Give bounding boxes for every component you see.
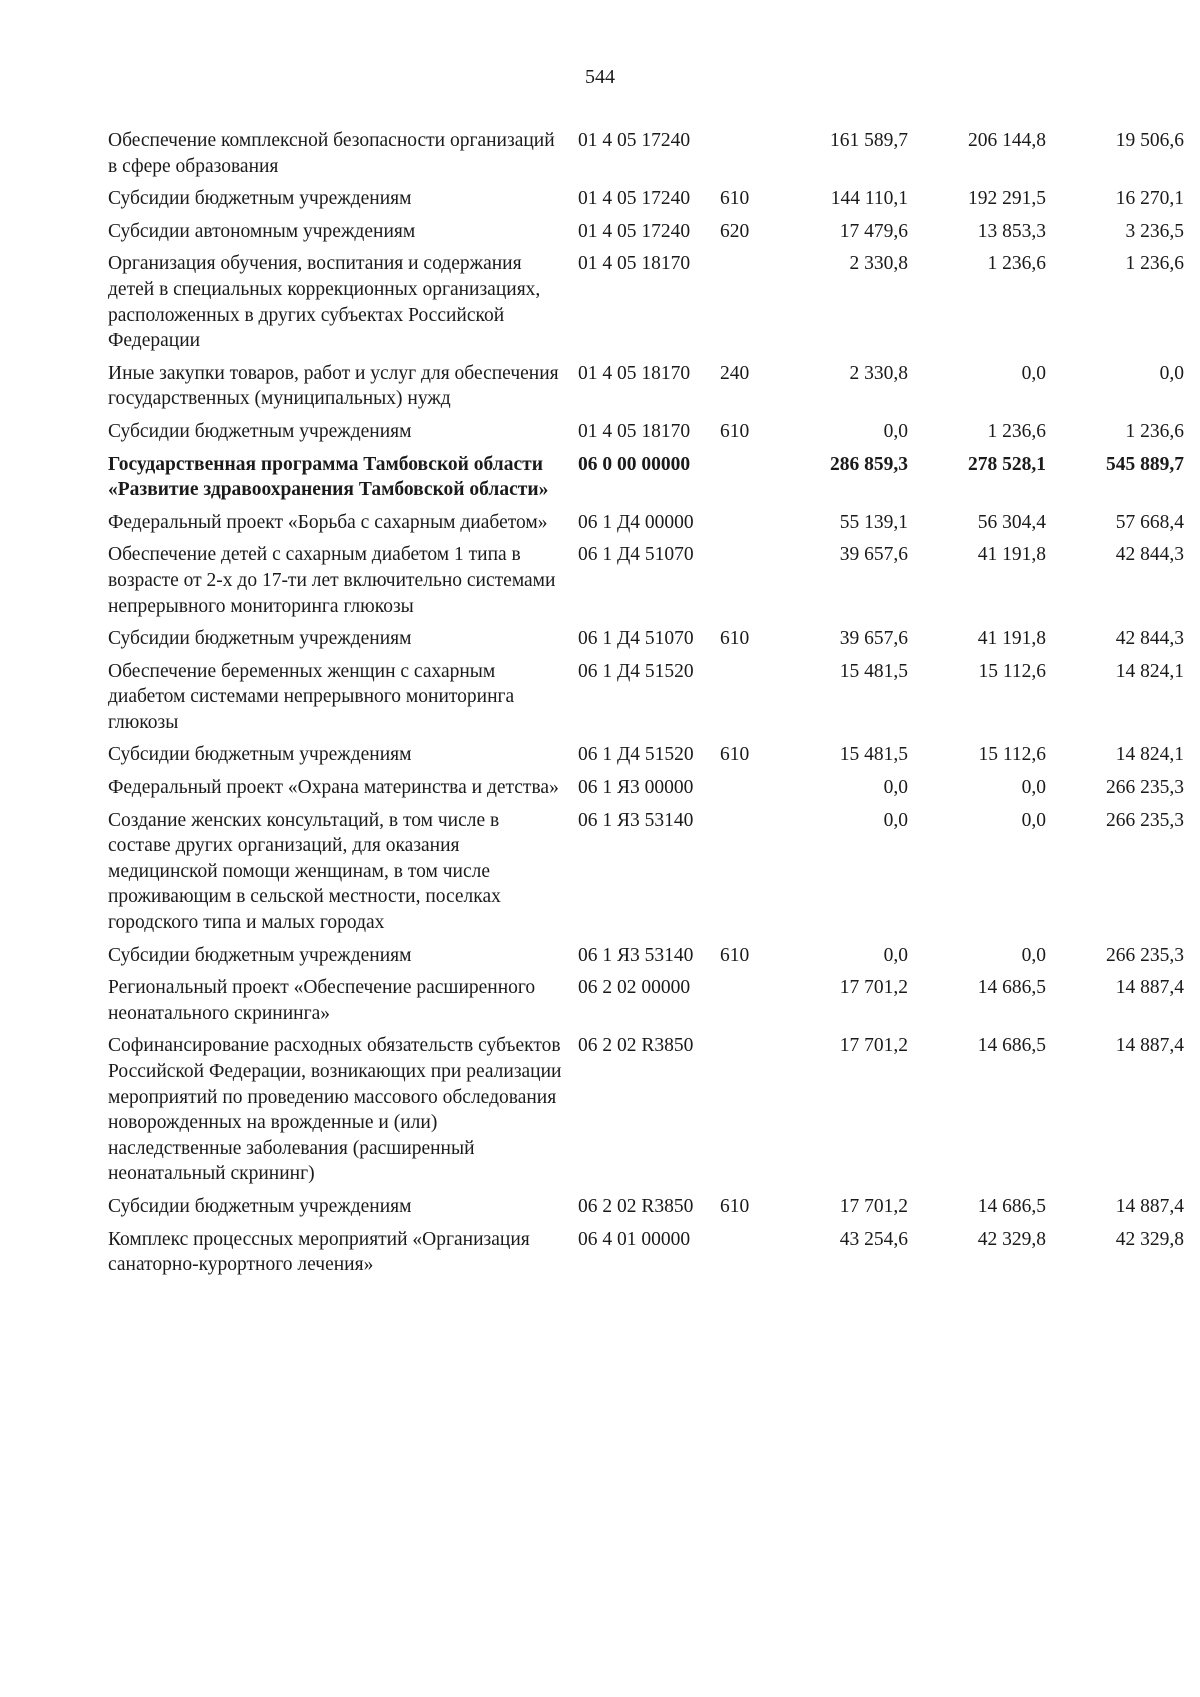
row-value-1: 17 701,2 <box>839 1195 908 1217</box>
row-value-2: 14 686,5 <box>977 1195 1046 1217</box>
row-value-1: 17 701,2 <box>839 1035 908 1057</box>
row-name: Субсидии бюджетным учреждениям <box>108 744 412 766</box>
row-name: Субсидии бюджетным учреждениям <box>108 420 412 442</box>
table-row <box>108 542 1184 619</box>
row-name: Комплекс процессных мероприятий «Организация санаторно-курортного лечения» <box>108 1228 530 1276</box>
row-value-1: 17 701,2 <box>839 977 908 999</box>
row-value-3: 266 235,3 <box>1106 809 1184 831</box>
row-code: 06 1 Д4 51070 <box>578 544 694 566</box>
table-row <box>108 808 1184 936</box>
row-value-2: 0,0 <box>1021 362 1046 384</box>
row-expense-type: 610 <box>720 188 750 210</box>
row-value-3: 266 235,3 <box>1106 777 1184 799</box>
row-value-3: 14 824,1 <box>1115 660 1184 682</box>
row-code: 06 0 00 00000 <box>578 453 691 475</box>
row-value-2: 15 112,6 <box>978 660 1046 682</box>
row-value-3: 42 844,3 <box>1115 544 1184 566</box>
row-value-1: 286 859,3 <box>830 453 908 475</box>
row-name: Обеспечение детей с сахарным диабетом 1 типа в возрасте от 2-х до 17-ти лет включительно системами непрерывного мониторинга глюкозы <box>108 544 556 617</box>
row-code: 01 4 05 18170 <box>578 420 691 442</box>
row-value-1: 39 657,6 <box>839 628 908 650</box>
row-code: 06 4 01 00000 <box>578 1228 691 1250</box>
row-value-3: 16 270,1 <box>1115 188 1184 210</box>
budget-table <box>108 128 1184 1285</box>
row-code: 06 1 Я3 53140 <box>578 809 694 831</box>
row-name: Организация обучения, воспитания и содержания детей в специальных коррекционных организациях, расположенных в других субъектах Российской Федерации <box>108 253 541 352</box>
table-row <box>108 419 1184 445</box>
row-expense-type: 610 <box>720 420 750 442</box>
row-value-2: 56 304,4 <box>977 511 1046 533</box>
row-value-2: 0,0 <box>1021 809 1046 831</box>
row-value-1: 0,0 <box>883 777 908 799</box>
page-number: 544 <box>585 66 615 88</box>
row-value-2: 278 528,1 <box>968 453 1046 475</box>
row-code: 06 2 02 00000 <box>578 977 691 999</box>
row-value-3: 1 236,6 <box>1125 253 1184 275</box>
row-value-3: 14 824,1 <box>1115 744 1184 766</box>
row-code: 01 4 05 17240 <box>578 220 691 242</box>
row-name: Субсидии бюджетным учреждениям <box>108 1195 412 1217</box>
row-name: Федеральный проект «Охрана материнства и детства» <box>108 777 559 799</box>
row-code: 06 1 Д4 51520 <box>578 744 694 766</box>
row-name: Софинансирование расходных обязательств субъектов Российской Федерации, возникающих при реализации мероприятий по проведению массового обследования новорожденных на врожденные и (или) наследственные заболевания (расширенный неонатальный скрининг) <box>108 1035 562 1185</box>
row-value-3: 57 668,4 <box>1115 511 1184 533</box>
row-value-2: 13 853,3 <box>977 220 1046 242</box>
row-value-2: 0,0 <box>1021 944 1046 966</box>
row-value-1: 43 254,6 <box>839 1228 908 1250</box>
row-name: Создание женских консультаций, в том числе в составе других организаций, для оказания медицинской помощи женщинам, в том числе проживающим в сельской местности, поселках городского типа и малых городах <box>108 809 501 934</box>
row-code: 01 4 05 18170 <box>578 253 691 275</box>
row-code: 06 1 Д4 51070 <box>578 628 694 650</box>
table-row <box>108 128 1184 179</box>
row-value-1: 144 110,1 <box>830 188 908 210</box>
row-value-1: 39 657,6 <box>839 544 908 566</box>
row-code: 06 1 Я3 00000 <box>578 777 694 799</box>
row-value-3: 19 506,6 <box>1115 130 1184 151</box>
row-value-2: 14 686,5 <box>977 1035 1046 1057</box>
table-row <box>108 510 1184 536</box>
table-row <box>108 742 1184 768</box>
row-name: Обеспечение беременных женщин с сахарным диабетом системами непрерывного мониторинга глюкозы <box>108 660 515 733</box>
row-value-3: 545 889,7 <box>1106 453 1184 475</box>
table-row <box>108 452 1184 503</box>
row-expense-type: 610 <box>720 628 750 650</box>
table-row <box>108 626 1184 652</box>
row-code: 06 2 02 R3850 <box>578 1035 694 1057</box>
row-value-2: 14 686,5 <box>977 977 1046 999</box>
row-value-2: 192 291,5 <box>968 188 1046 210</box>
row-value-2: 0,0 <box>1021 777 1046 799</box>
table-row <box>108 775 1184 801</box>
row-value-1: 0,0 <box>883 809 908 831</box>
row-value-3: 14 887,4 <box>1115 977 1184 999</box>
table-row <box>108 1227 1184 1278</box>
row-value-1: 55 139,1 <box>839 511 908 533</box>
table-row <box>108 943 1184 969</box>
row-name: Региональный проект «Обеспечение расширенного неонатального скрининга» <box>108 977 536 1024</box>
row-code: 01 4 05 18170 <box>578 362 691 384</box>
row-name: Обеспечение комплексной безопасности организаций в сфере образования <box>108 130 555 177</box>
row-value-1: 15 481,5 <box>839 660 908 682</box>
row-value-1: 17 479,6 <box>839 220 908 242</box>
row-value-1: 0,0 <box>883 420 908 442</box>
row-expense-type: 620 <box>720 220 750 242</box>
row-value-3: 42 329,8 <box>1115 1228 1184 1250</box>
row-expense-type: 240 <box>720 362 750 384</box>
row-name: Государственная программа Тамбовской области «Развитие здравоохранения Тамбовской области» <box>108 453 549 501</box>
row-code: 01 4 05 17240 <box>578 188 691 210</box>
row-code: 06 2 02 R3850 <box>578 1195 694 1217</box>
table-row <box>108 1033 1184 1187</box>
row-expense-type: 610 <box>720 1195 750 1217</box>
row-expense-type: 610 <box>720 744 750 766</box>
row-value-3: 14 887,4 <box>1115 1195 1184 1217</box>
row-value-1: 2 330,8 <box>849 362 908 384</box>
row-name: Субсидии бюджетным учреждениям <box>108 944 412 966</box>
table-row <box>108 659 1184 736</box>
row-code: 01 4 05 17240 <box>578 130 691 151</box>
row-value-3: 0,0 <box>1159 362 1184 384</box>
row-value-2: 41 191,8 <box>977 544 1046 566</box>
row-value-3: 42 844,3 <box>1115 628 1184 650</box>
row-value-1: 2 330,8 <box>849 253 908 275</box>
row-value-3: 266 235,3 <box>1106 944 1184 966</box>
table-row <box>108 251 1184 353</box>
table-row <box>108 219 1184 245</box>
row-name: Федеральный проект «Борьба с сахарным диабетом» <box>108 511 548 533</box>
row-name: Субсидии бюджетным учреждениям <box>108 188 412 210</box>
row-value-2: 15 112,6 <box>978 744 1046 766</box>
row-code: 06 1 Д4 00000 <box>578 511 694 533</box>
row-name: Субсидии автономным учреждениям <box>108 220 416 242</box>
row-value-1: 0,0 <box>883 944 908 966</box>
row-code: 06 1 Д4 51520 <box>578 660 694 682</box>
row-code: 06 1 Я3 53140 <box>578 944 694 966</box>
row-name: Субсидии бюджетным учреждениям <box>108 628 412 650</box>
table-row <box>108 361 1184 412</box>
row-value-2: 42 329,8 <box>977 1228 1046 1250</box>
row-value-2: 1 236,6 <box>987 253 1046 275</box>
row-expense-type: 610 <box>720 944 750 966</box>
row-value-2: 1 236,6 <box>987 420 1046 442</box>
row-value-1: 15 481,5 <box>839 744 908 766</box>
row-name: Иные закупки товаров, работ и услуг для обеспечения государственных (муниципальных) нужд <box>108 362 559 410</box>
row-value-2: 206 144,8 <box>968 130 1046 151</box>
table-row <box>108 975 1184 1026</box>
table-row <box>108 186 1184 212</box>
row-value-3: 14 887,4 <box>1115 1035 1184 1057</box>
row-value-1: 161 589,7 <box>830 130 908 151</box>
row-value-2: 41 191,8 <box>977 628 1046 650</box>
row-value-3: 1 236,6 <box>1125 420 1184 442</box>
row-value-3: 3 236,5 <box>1125 220 1184 242</box>
table-row <box>108 1194 1184 1220</box>
